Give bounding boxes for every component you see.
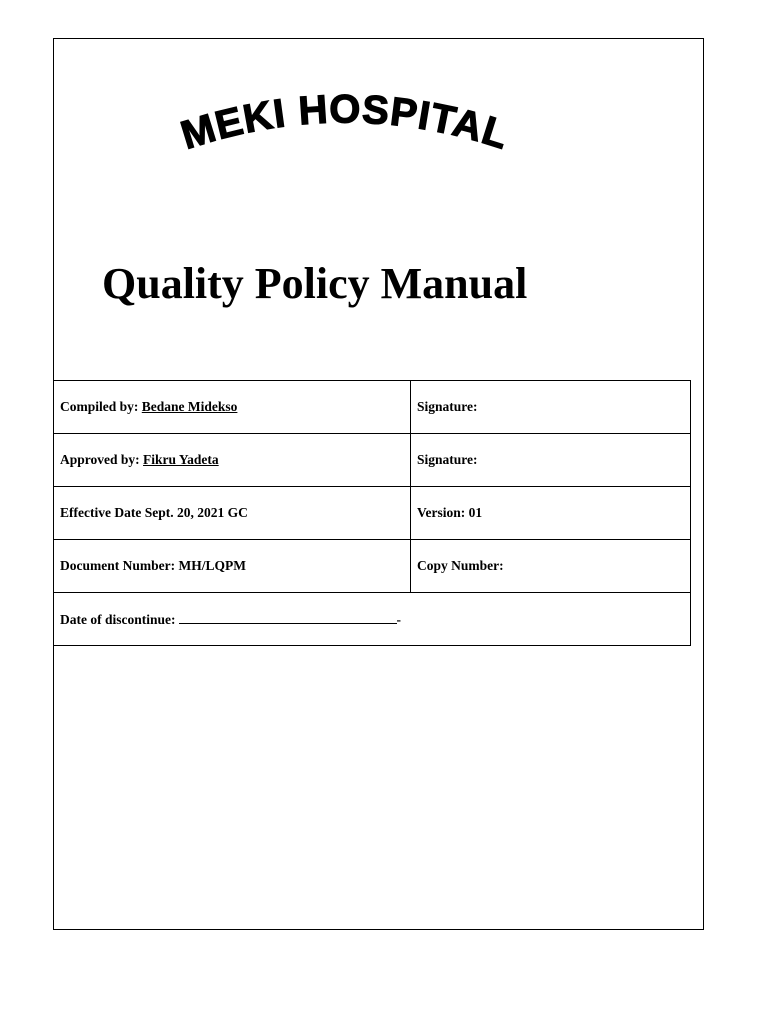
- discontinue-label: Date of discontinue:: [60, 611, 176, 627]
- approved-by-label: Approved by:: [60, 452, 140, 467]
- compiled-by-cell: [54, 381, 411, 434]
- discontinue-suffix: -: [396, 611, 401, 627]
- effective-date: Effective Date Sept. 20, 2021 GC: [60, 505, 248, 520]
- signature-cell-2: [411, 434, 691, 487]
- signature-label: Signature:: [417, 452, 478, 467]
- version: Version: 01: [417, 505, 483, 520]
- discontinue-blank-line: [179, 611, 397, 624]
- organization-name: MEKI HOSPITAL: [175, 87, 515, 159]
- compiled-by-label: Compiled by:: [60, 399, 139, 414]
- document-control-table: [53, 380, 691, 646]
- signature-cell-1: [411, 381, 691, 434]
- effective-date-cell: [54, 487, 411, 540]
- signature-label: Signature:: [417, 399, 478, 414]
- table-row: [54, 434, 691, 487]
- document-number-cell: [54, 540, 411, 593]
- copy-number-cell: [411, 540, 691, 593]
- table-row: [54, 381, 691, 434]
- table-row: [54, 593, 691, 646]
- compiled-by-name: Bedane Midekso: [141, 399, 238, 414]
- copy-number: Copy Number:: [417, 558, 504, 573]
- discontinue-cell: [54, 593, 691, 646]
- document-number: Document Number: MH/LQPM: [60, 558, 246, 573]
- document-title: Quality Policy Manual: [102, 259, 528, 308]
- approved-by-name: Fikru Yadeta: [143, 452, 219, 467]
- version-cell: [411, 487, 691, 540]
- organization-arc-logo: [110, 80, 580, 190]
- approved-by-cell: [54, 434, 411, 487]
- table-row: [54, 540, 691, 593]
- table-row: [54, 487, 691, 540]
